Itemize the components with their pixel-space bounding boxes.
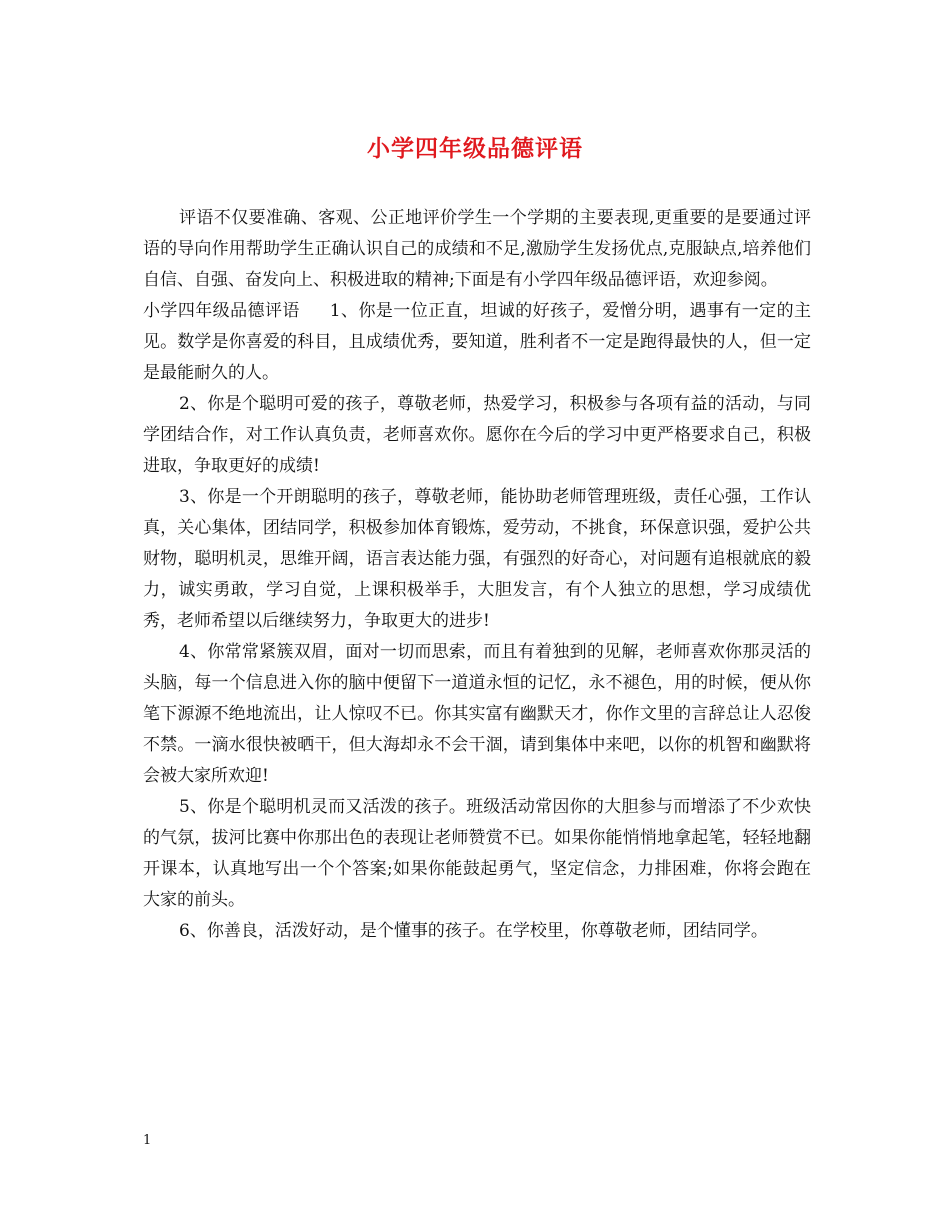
document-body [143,203,811,947]
intro-paragraph: 评语不仅要准确、客观、公正地评价学生一个学期的主要表现,更重要的是要通过评语的导向作用帮助学生正确认识自己的成绩和不足,激励学生发扬优点,克服缺点,培养他们自信、自强、奋发向上、积极进取的精神;下面是有小学四年级品德评语，欢迎参阅。 [143,208,811,290]
comment-4: 4、你常常紧簇双眉，面对一切而思索，而且有着独到的见解，老师喜欢你那灵活的头脑，每一个信息进入你的脑中便留下一道道永恒的记忆，永不褪色，用的时候，便从你笔下源源不绝地流出，让人惊叹不已。你其实富有幽默天才，你作文里的言辞总让人忍俊不禁。一滴水很快被晒干，但大海却永不会干涸，请到集体中来吧，以你的机智和幽默将会被大家所欢迎! [143,642,811,786]
section-label: 小学四年级品德评语 [143,301,300,321]
comment-6: 6、你善良，活泼好动，是个懂事的孩子。在学校里，你尊敬老师，团结同学。 [179,921,768,941]
comment-3: 3、你是一个开朗聪明的孩子，尊敬老师，能协助老师管理班级，责任心强，工作认真，关心集体，团结同学，积极参加体育锻炼，爱劳动，不挑食，环保意识强，爱护公共财物，聪明机灵，思维开阔，语言表达能力强，有强烈的好奇心，对问题有追根就底的毅力，诚实勇敢，学习自觉，上课积极举手，大胆发言，有个人独立的思想，学习成绩优秀，老师希望以后继续努力，争取更大的进步! [143,487,811,631]
comment-5: 5、你是个聪明机灵而又活泼的孩子。班级活动常因你的大胆参与而增添了不少欢快的气氛，拔河比赛中你那出色的表现让老师赞赏不已。如果你能悄悄地拿起笔，轻轻地翻开课本，认真地写出一个个答案;如果你能鼓起勇气，坚定信念，力排困难，你将会跑在大家的前头。 [143,797,811,910]
first-comment-paragraph [143,296,811,389]
comment-2: 2、你是个聪明可爱的孩子，尊敬老师，热爱学习，积极参与各项有益的活动，与同学团结合作，对工作认真负责，老师喜欢你。愿你在今后的学习中更严格要求自己，积极进取，争取更好的成绩! [143,394,811,476]
page-number: 1 [143,1133,152,1148]
document-title: 小学四年级品德评语 [367,135,583,162]
comment-1: 1、你是一位正直，坦诚的好孩子，爱憎分明，遇事有一定的主见。数学是你喜爱的科目，且成绩优秀，要知道，胜利者不一定是跑得最快的人，但一定是最能耐久的人。 [143,301,811,383]
